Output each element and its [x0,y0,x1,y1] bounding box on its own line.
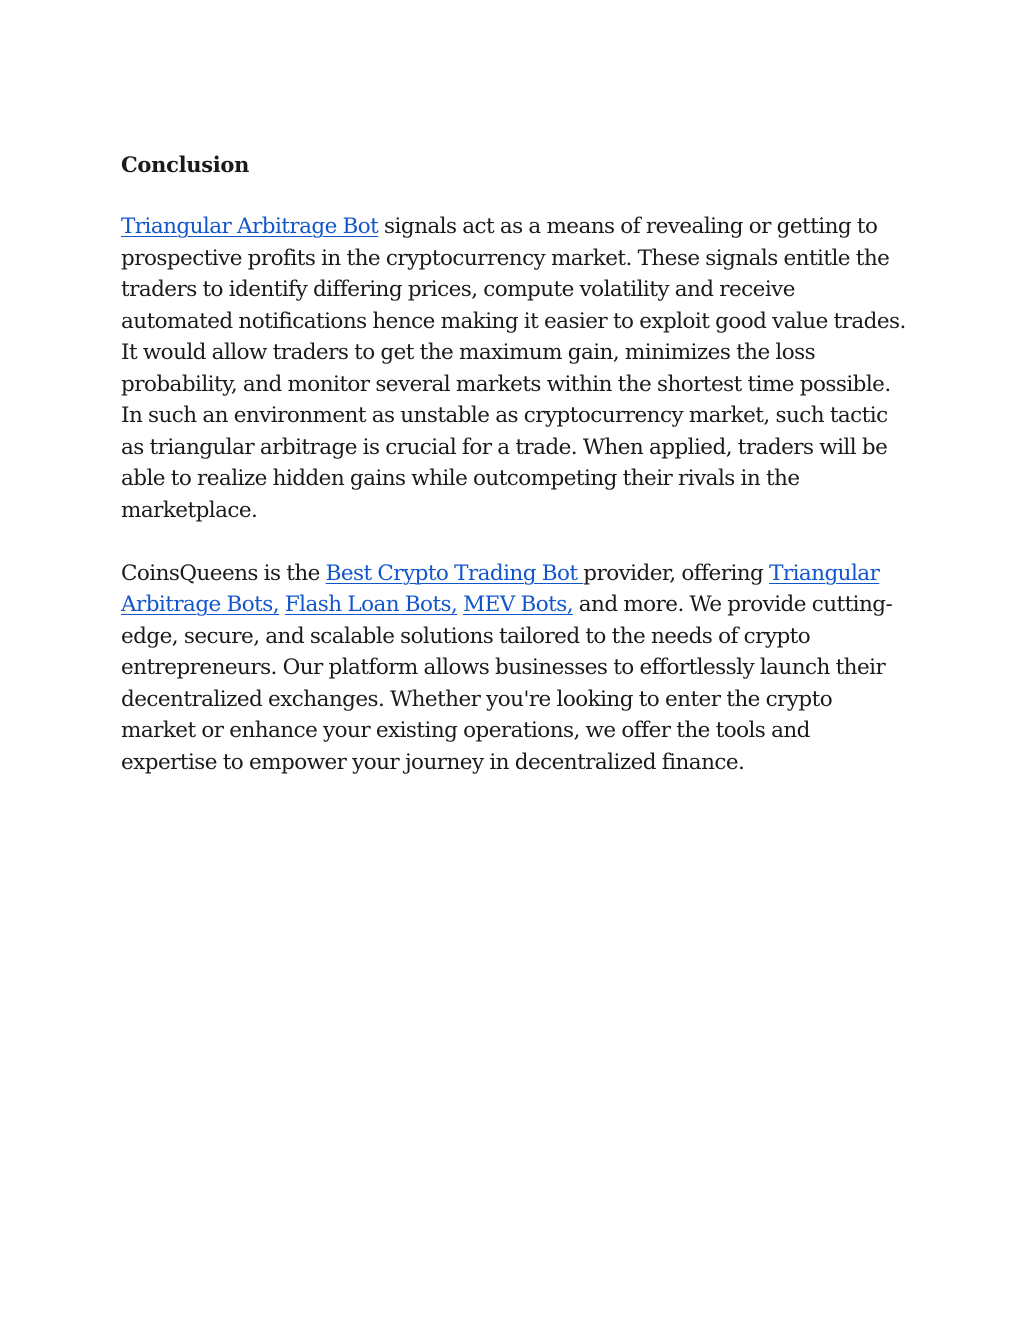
coinsqueens-paragraph [121,558,911,779]
triangular-arbitrage-bot-link[interactable]: Triangular Arbitrage Bot [121,214,379,239]
paragraph2-text-e: and more. We provide cutting-edge, secure, and scalable solutions tailored to the needs of crypto entrepreneurs. Our platform allows businesses to effortlessly launch their decentralized exchanges. Whether you're looking to enter the crypto market or enhance your existing operations, we offer the tools and expertise to empower your journey in decentralized finance. [121,592,893,775]
mev-bots-link[interactable]: MEV Bots, [463,592,573,617]
paragraph1-text: signals act as a means of revealing or getting to prospective profits in the cryptocurrency market. These signals entitle the traders to identify differing prices, compute volatility and receive automated notifications hence making it easier to exploit good value trades. It would allow traders to get the maximum gain, minimizes the loss probability, and monitor several markets within the shortest time possible. In such an environment as unstable as cryptocurrency market, such tactic as triangular arbitrage is crucial for a trade. When applied, traders will be able to realize hidden gains while outcompeting their rivals in the marketplace. [121,214,906,523]
best-crypto-trading-bot-link[interactable]: Best Crypto Trading Bot [325,560,584,586]
paragraph2-text-b: provider, offering [583,560,770,586]
paragraph2-text-a: CoinsQueens is the [121,560,326,586]
flash-loan-bots-link[interactable]: Flash Loan Bots, [284,592,458,617]
conclusion-heading: Conclusion [121,152,250,177]
document-page [121,148,911,778]
conclusion-paragraph [121,211,911,526]
triangular-arbitrage-bots-link[interactable]: Triangular Arbitrage Bots, [121,560,880,617]
